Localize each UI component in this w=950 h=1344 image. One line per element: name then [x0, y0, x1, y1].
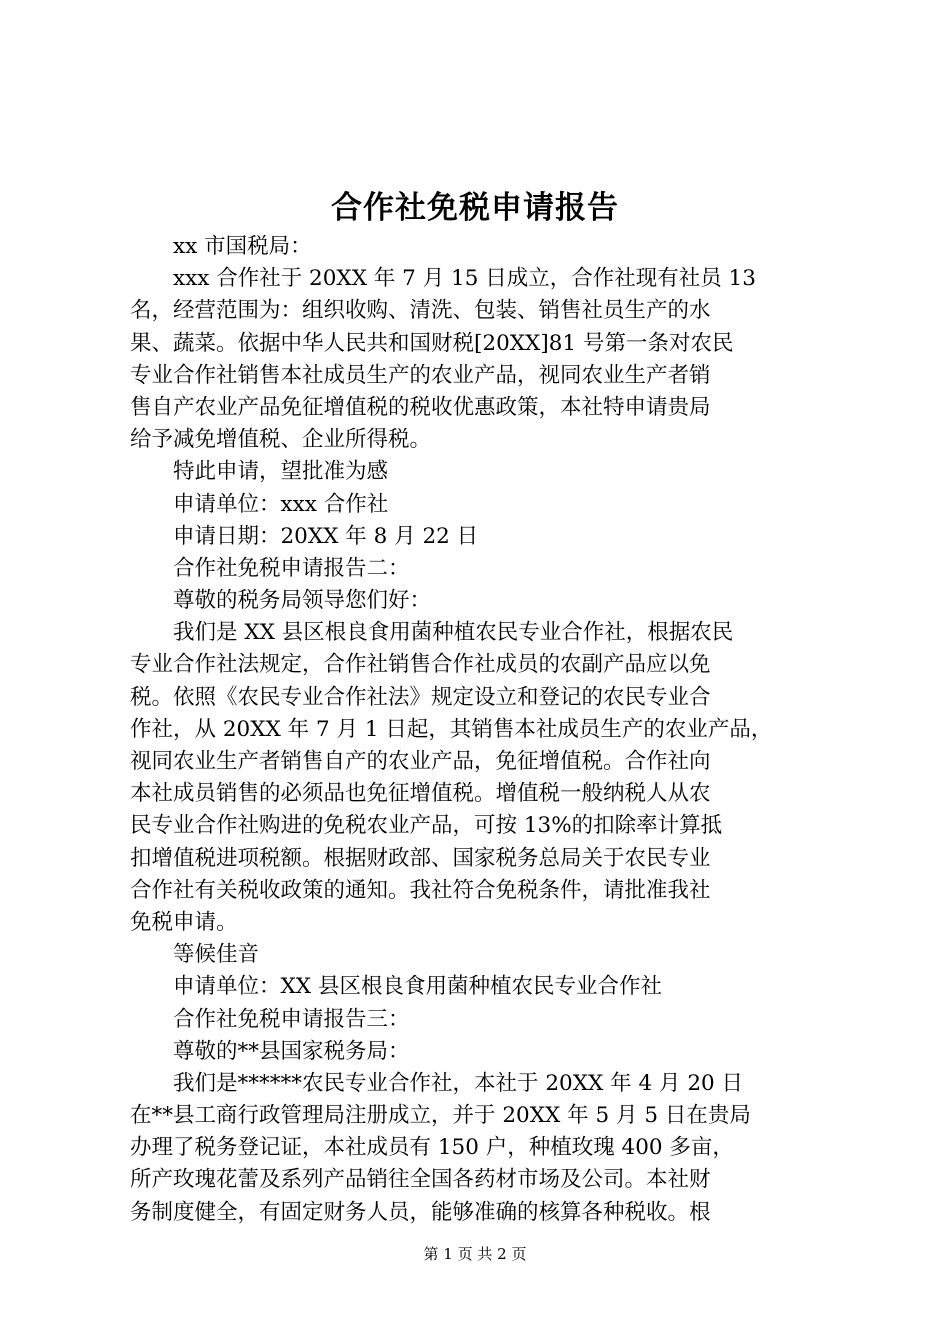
body-line: 名，经营范围为：组织收购、清洗、包装、销售社员生产的水 — [130, 298, 711, 324]
body-line: 专业合作社法规定，合作社销售合作社成员的农副产品应以免 — [130, 652, 711, 678]
body-line: 民专业合作社购进的免税农业产品，可按 13%的扣除率计算抵 — [130, 813, 723, 839]
body-line: xx 市国税局： — [173, 234, 312, 259]
body-line: 本社成员销售的必须品也免征增值税。增值税一般纳税人从农 — [130, 781, 711, 807]
body-line: 申请日期：20XX 年 8 月 22 日 — [173, 523, 479, 549]
document-body — [130, 231, 830, 1229]
body-line: 合作社免税申请报告三： — [173, 1006, 410, 1032]
body-line: 售自产农业产品免征增值税的税收优惠政策，本社特申请贵局 — [130, 394, 711, 420]
body-line: 作社，从 20XX 年 7 月 1 日起，其销售本社成员生产的农业产品， — [130, 716, 773, 742]
body-line: 尊敬的税务局领导您们好： — [173, 588, 432, 614]
body-line: 果、蔬菜。依据中华人民共和国财税[20XX]81 号第一条对农民 — [130, 330, 734, 356]
body-line: 专业合作社销售本社成员生产的农业产品，视同农业生产者销 — [130, 362, 711, 388]
body-line: 等候佳音 — [173, 942, 260, 968]
body-line: 视同农业生产者销售自产的农业产品，免征增值税。合作社向 — [130, 749, 711, 774]
body-line: 申请单位：xxx 合作社 — [173, 491, 389, 517]
body-line: 合作社有关税收政策的通知。我社符合免税条件，请批准我社 — [130, 877, 711, 903]
body-line: 我们是******农民专业合作社，本社于 20XX 年 4 月 20 日 — [173, 1070, 744, 1096]
body-line: 特此申请，望批准为感 — [173, 459, 389, 485]
page-footer: 第 1 页 共 2 页 — [423, 1245, 527, 1263]
body-line: 所产玫瑰花蕾及系列产品销往全国各药材市场及公司。本社财 — [130, 1167, 711, 1193]
body-line: 办理了税务登记证，本社成员有 150 户，种植玫瑰 400 多亩， — [130, 1135, 734, 1161]
body-line: 扣增值税进项税额。根据财政部、国家税务总局关于农民专业 — [130, 845, 711, 871]
body-line: 在**县工商行政管理局注册成立，并于 20XX 年 5 月 5 日在贵局 — [130, 1103, 751, 1129]
body-line: 税。依照《农民专业合作社法》规定设立和登记的农民专业合 — [130, 684, 711, 710]
body-line: xxx 合作社于 20XX 年 7 月 15 日成立，合作社现有社员 13 — [173, 266, 756, 292]
body-line: 务制度健全，有固定财务人员，能够准确的核算各种税收。根 — [130, 1199, 711, 1225]
body-line: 尊敬的**县国家税务局： — [173, 1038, 410, 1064]
body-line: 申请单位：XX 县区根良食用菌种植农民专业合作社 — [173, 974, 662, 1000]
document-title: 合作社免税申请报告 — [331, 190, 619, 226]
body-line: 给予减免增值税、企业所得税。 — [130, 427, 432, 453]
body-line: 免税申请。 — [130, 909, 238, 935]
body-line: 我们是 XX 县区根良食用菌种植农民专业合作社，根据农民 — [173, 620, 734, 646]
body-line: 合作社免税申请报告二： — [173, 555, 410, 581]
